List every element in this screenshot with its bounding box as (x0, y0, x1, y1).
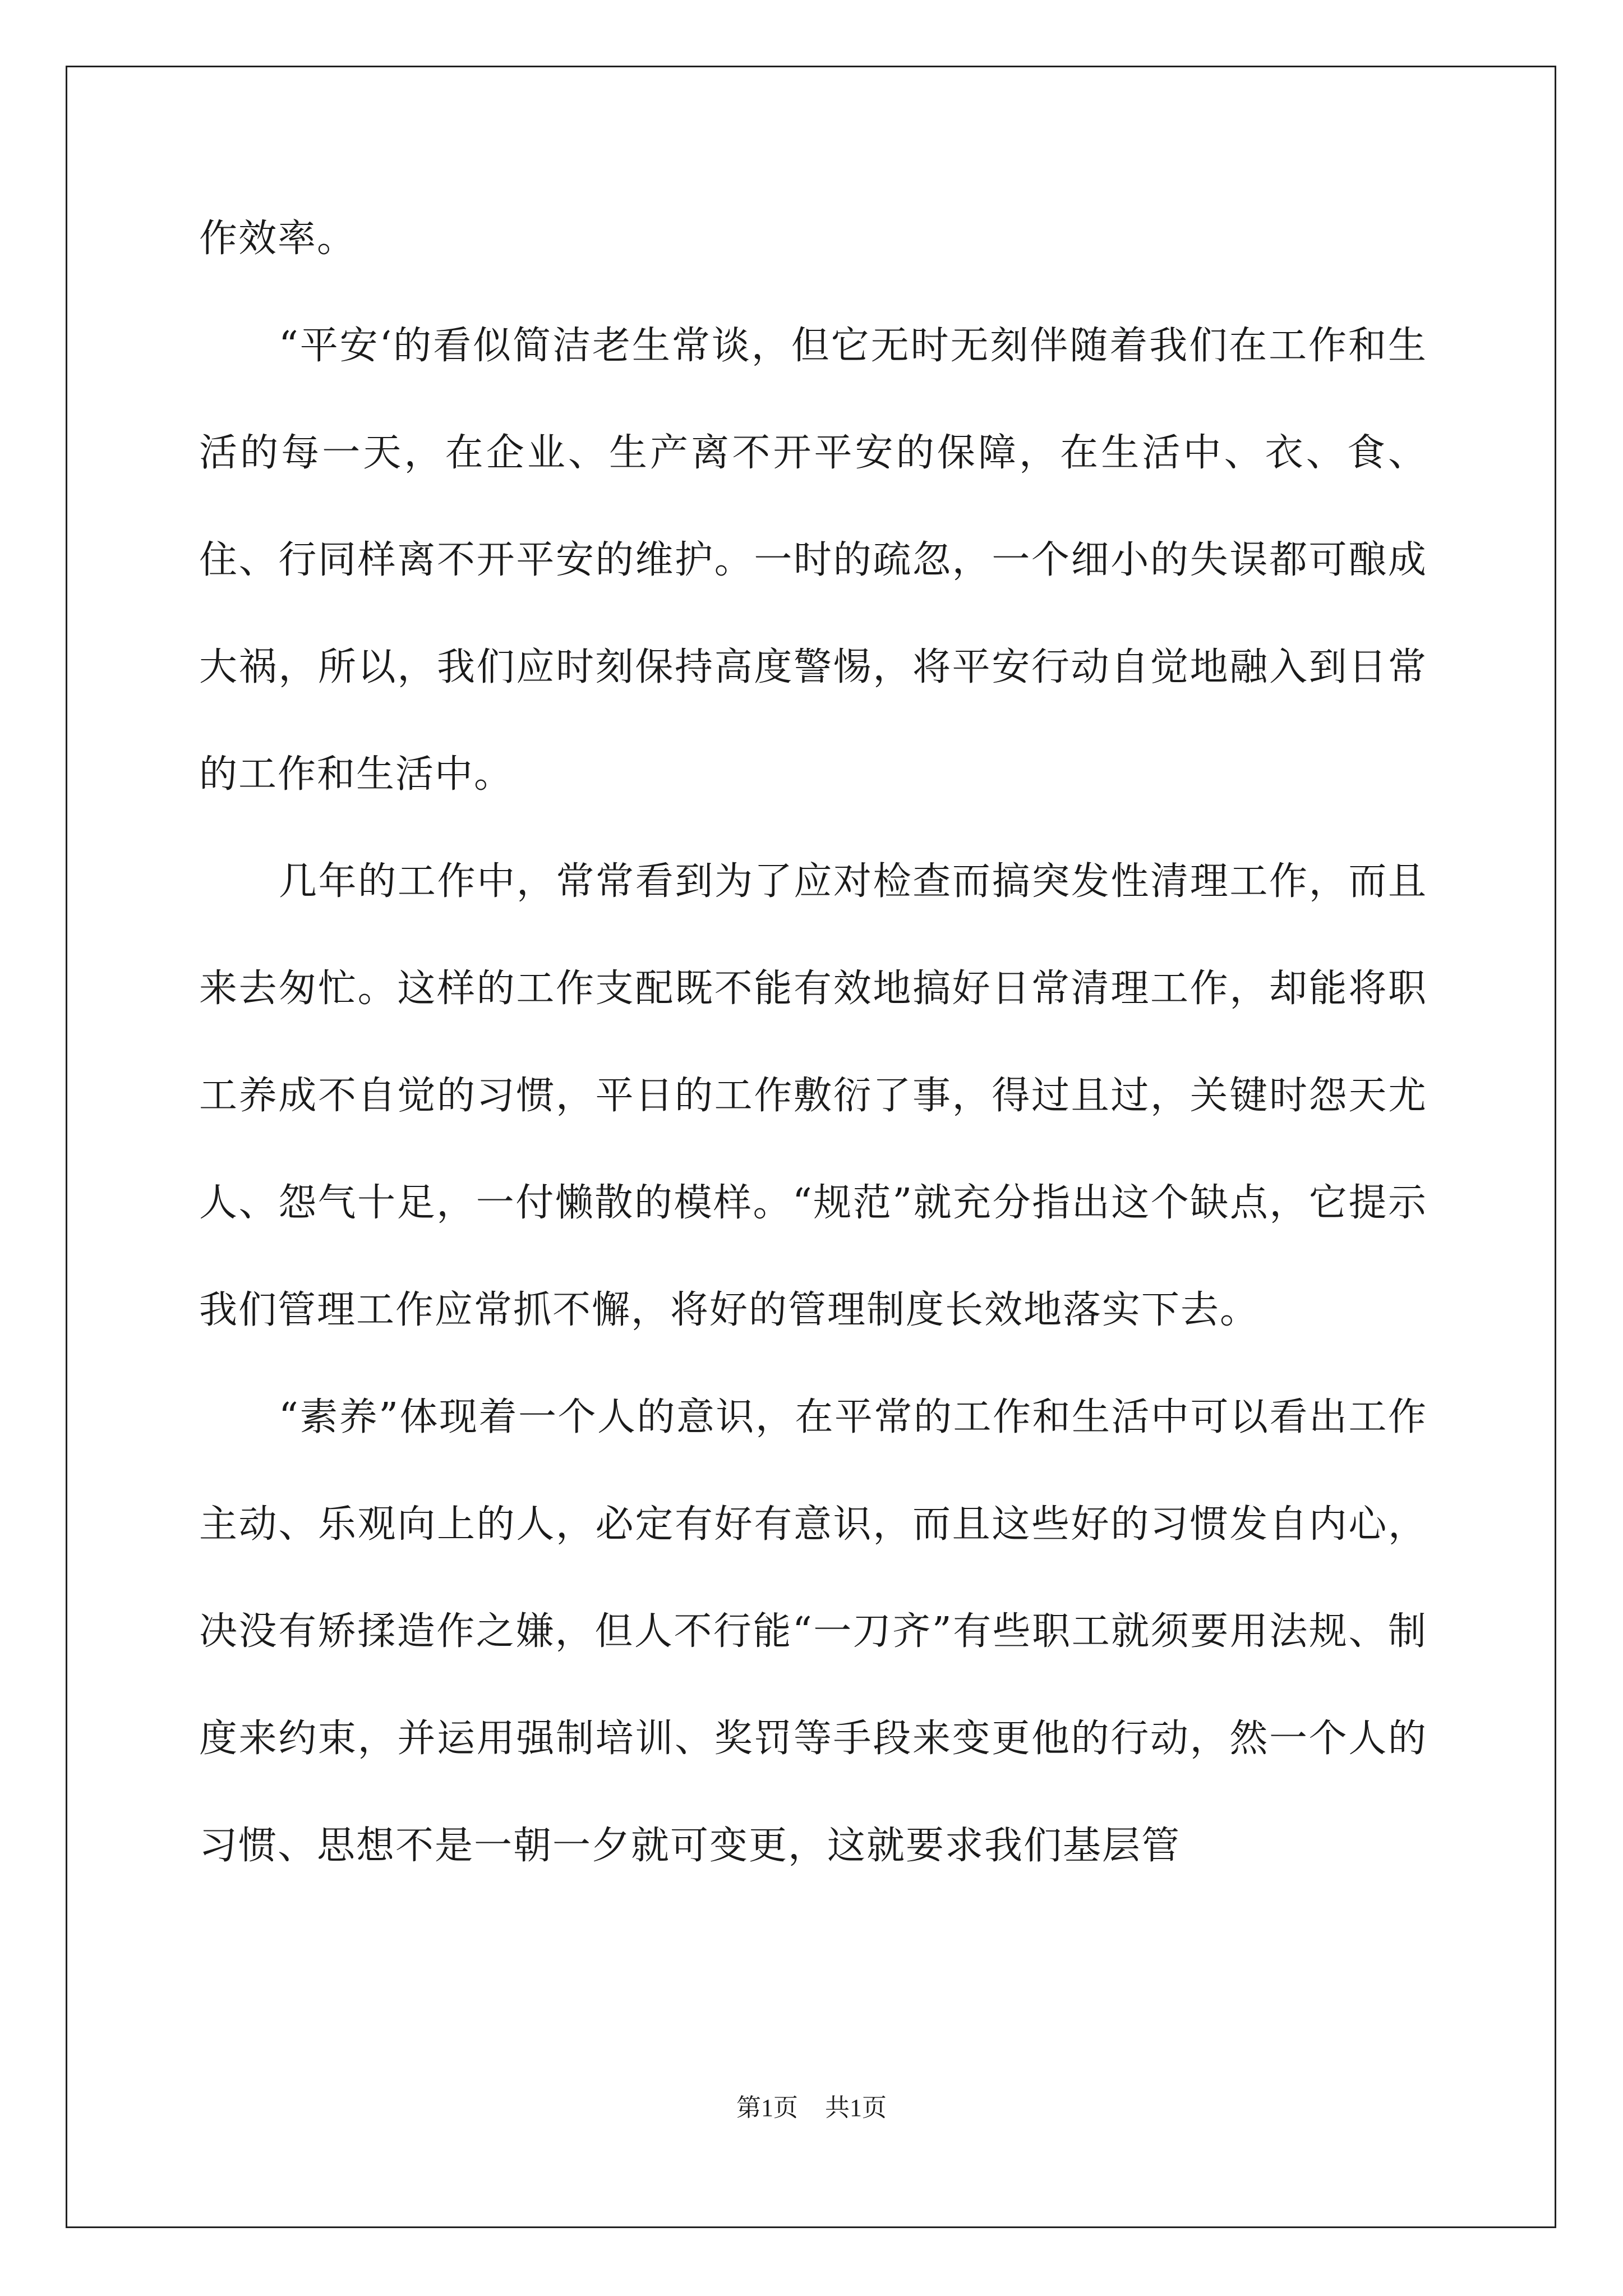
paragraph-continuation: 作效率。 (199, 217, 357, 261)
document-body (199, 185, 1427, 1899)
paragraph-standards: 几年的工作中，常常看到为了应对检查而搞突发性清理工作，而且来去匆忙。这样的工作支配既不能有效地搞好日常清理工作，却能将职工养成不自觉的习惯，平日的工作敷衍了事，得过且过，关键时怨天尤人、怨气十足，一付懒散的模样。“规范”就充分指出这个缺点，它提示我们管理工作应常抓不懈，将好的管理制度长效地落实下去。 (199, 859, 1427, 1332)
page-footer (0, 2091, 1623, 2125)
page-number: 第1页 (736, 2094, 798, 2122)
page-total: 共1页 (825, 2094, 887, 2122)
paragraph-safety: “平安‘的看似简洁老生常谈，但它无时无刻伴随着我们在工作和生活的每一天，在企业、生产离不开平安的保障，在生活中、衣、食、住、行同样离不开平安的维护。一时的疏忽，一个细小的失误都可酿成大祸，所以，我们应时刻保持高度警惕，将平安行动自觉地融入到日常的工作和生活中。 (199, 324, 1427, 797)
paragraph-literacy: “素养”体现着一个人的意识，在平常的工作和生活中可以看出工作主动、乐观向上的人，必定有好有意识，而且这些好的习惯发自内心，决没有矫揉造作之嫌，但人不行能“一刀齐”有些职工就须要用法规、制度来约束，并运用强制培训、奖罚等手段来变更他的行动，然一个人的习惯、思想不是一朝一夕就可变更，这就要求我们基层管 (199, 1395, 1427, 1868)
